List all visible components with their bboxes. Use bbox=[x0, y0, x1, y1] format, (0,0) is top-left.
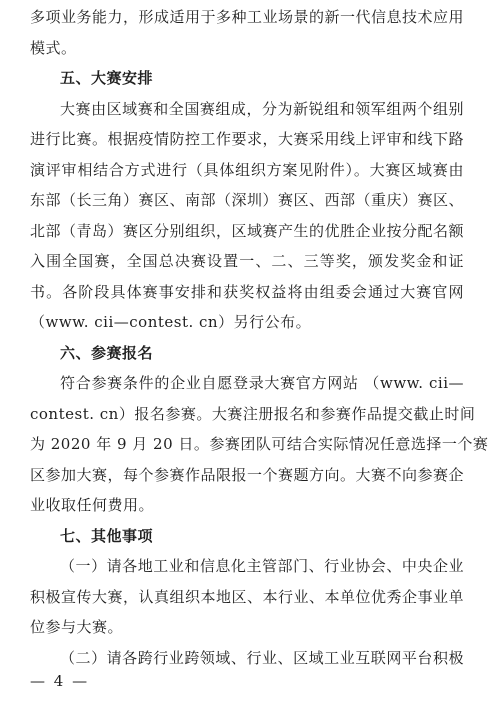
body-line: 区参加大赛，每个参赛作品限报一个赛题方向。大赛不向参赛企 bbox=[30, 465, 465, 484]
body-line: 业收取任何费用。 bbox=[30, 496, 155, 514]
body-line: 书。各阶段具体赛事安排和获奖权益将由组委会通过大赛官网 bbox=[30, 282, 464, 301]
body-line: contest. cn）报名参赛。大赛注册报名和参赛作品提交截止时间 bbox=[30, 404, 476, 423]
body-line: 多项业务能力，形成适用于多种工业场景的新一代信息技术应用 bbox=[30, 8, 465, 26]
body-line: 大赛由区域赛和全国赛组成，分为新锐组和领军组两个组别 bbox=[60, 99, 464, 118]
page-number: — 4 — bbox=[30, 672, 90, 690]
body-line: 为 2020 年 9 月 20 日。参赛团队可结合实际情况任意选择一个赛 bbox=[30, 435, 489, 453]
body-line: （一）请各地工业和信息化主管部门、行业协会、中央企业 bbox=[60, 557, 464, 575]
body-line: 东部（长三角）赛区、南部（深圳）赛区、西部（重庆）赛区、 bbox=[30, 191, 465, 209]
section-heading-arrangement: 五、大赛安排 bbox=[60, 69, 154, 87]
body-line: 积极宣传大赛，认真组织本地区、本行业、本单位优秀企事业单 bbox=[30, 587, 465, 606]
body-line: 北部（青岛）赛区分别组织，区域赛产生的优胜企业按分配名额 bbox=[30, 221, 465, 240]
body-line: 符合参赛条件的企业自愿登录大赛官方网站 （www. cii— bbox=[60, 374, 464, 392]
section-heading-registration: 六、参赛报名 bbox=[60, 343, 154, 362]
body-line: 入围全国赛，全国总决赛设置一、二、三等奖，颁发奖金和证 bbox=[30, 252, 464, 270]
body-line: 演评审相结合方式进行（具体组织方案见附件）。大赛区域赛由 bbox=[30, 160, 464, 179]
body-line: （www. cii—contest. cn）另行公布。 bbox=[30, 313, 312, 331]
body-line: 位参与大赛。 bbox=[30, 618, 124, 636]
body-line: 模式。 bbox=[30, 38, 77, 57]
body-line: （二）请各跨行业跨领域、行业、区域工业互联网平台积极 bbox=[60, 648, 464, 667]
body-line: 进行比赛。根据疫情防控工作要求，大赛采用线上评审和线下路 bbox=[30, 130, 465, 148]
section-heading-other-matters: 七、其他事项 bbox=[60, 526, 154, 545]
